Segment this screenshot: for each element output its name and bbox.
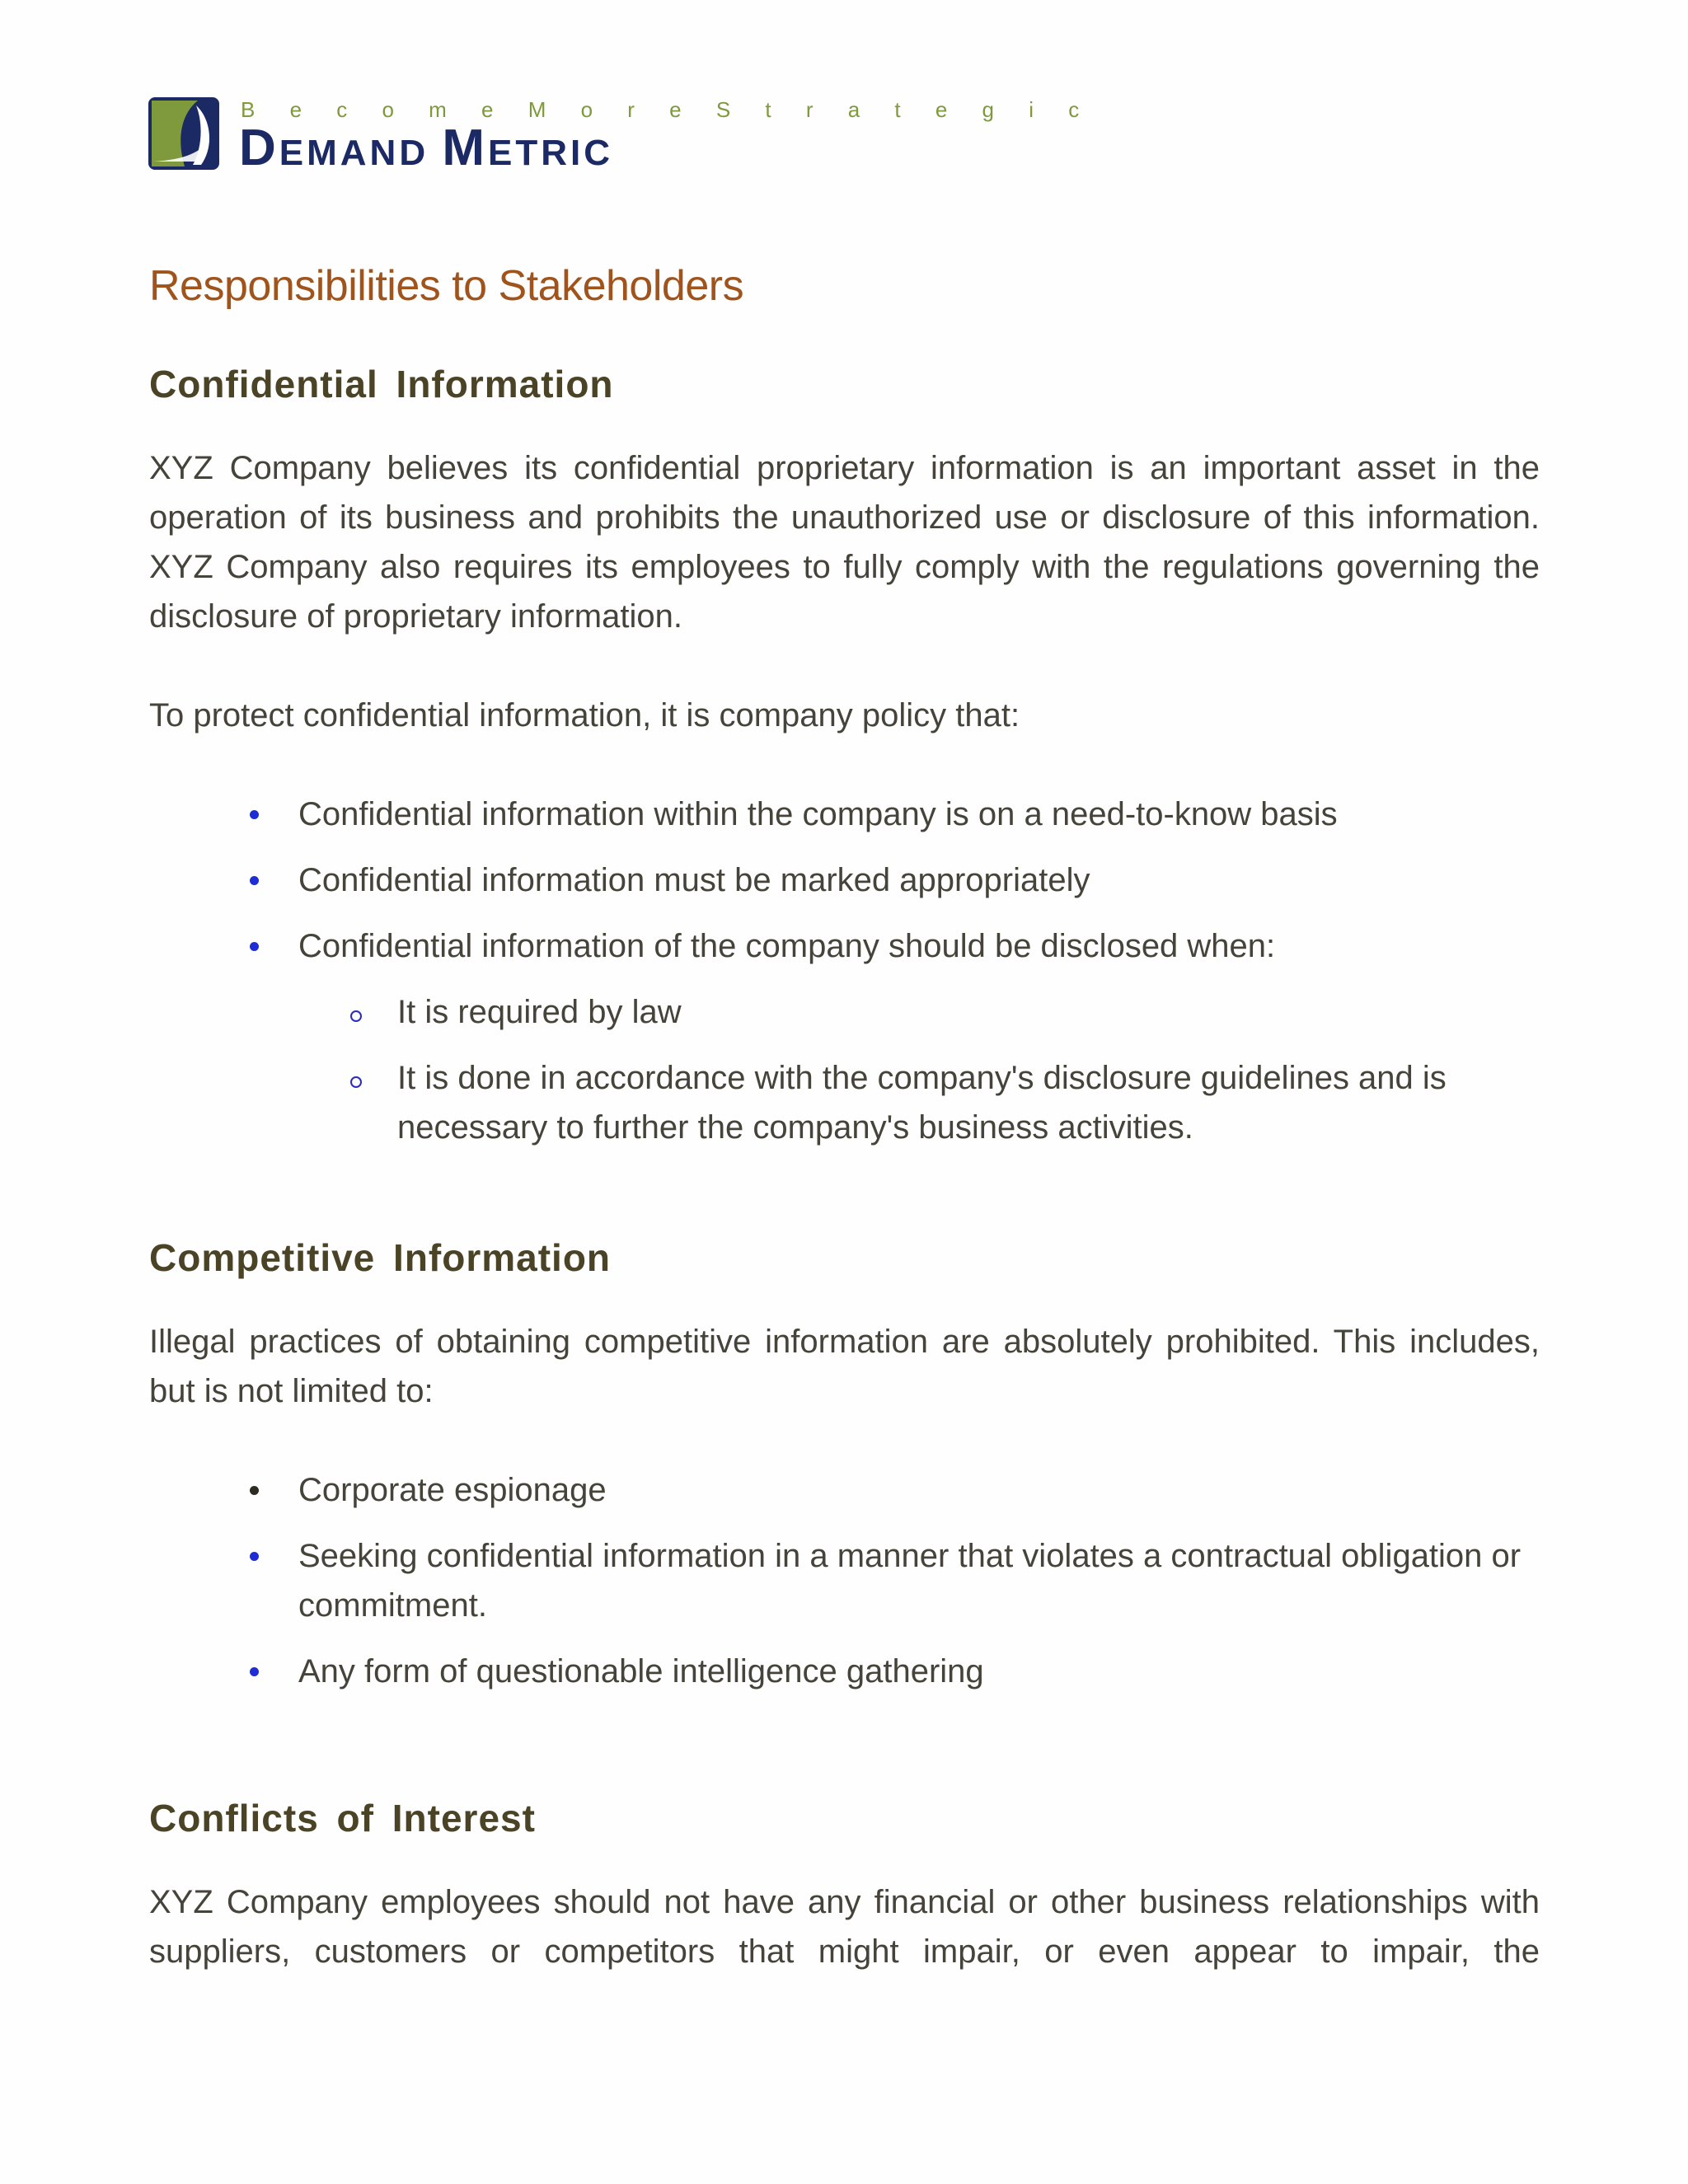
competitive-list	[149, 1465, 1540, 1696]
document-title: Responsibilities to Stakeholders	[149, 262, 744, 310]
confidential-policy-lead: To protect confidential information, it is company policy that:	[149, 697, 1020, 733]
sub-list-item: It is required by law	[149, 987, 1540, 1037]
section-heading-competitive: Competitive Information	[149, 1236, 612, 1279]
list-item: Confidential information within the company is on a need-to-know basis	[149, 790, 1540, 839]
confidential-policy-list	[149, 790, 1540, 1152]
list-item: Confidential information of the company should be disclosed when:	[149, 921, 1540, 971]
demand-metric-logo-icon	[148, 97, 219, 170]
list-item: Any form of questionable intelligence gathering	[149, 1647, 1540, 1696]
bullet-icon	[250, 810, 259, 819]
list-item: Confidential information must be marked appropriately	[149, 855, 1540, 905]
section-heading-confidential: Confidential Information	[149, 363, 614, 405]
hollow-bullet-icon	[350, 1010, 362, 1022]
competitive-intro-paragraph: Illegal practices of obtaining competitive information are absolutely prohibited. This includes, but is not limited to:	[149, 1324, 1540, 1409]
list-item: Seeking confidential information in a manner that violates a contractual obligation or commitment.	[149, 1531, 1540, 1630]
confidential-intro-paragraph: XYZ Company believes its confidential proprietary information is an important asset in the operation of its business and prohibits the unauthorized use or disclosure of this information. XYZ Company also requires its employees to fully comply with the regulations governing the disclosure of proprietary information.	[149, 450, 1540, 635]
section-heading-conflicts: Conflicts of Interest	[149, 1797, 536, 1840]
logo-tagline: B e c o m e M o r e S t r a t e g i c	[241, 97, 1094, 122]
bullet-icon	[250, 1667, 259, 1676]
bullet-icon	[250, 876, 259, 885]
sub-list-item: It is done in accordance with the company's disclosure guidelines and is necessary to further the company's business activities.	[149, 1053, 1540, 1152]
conflicts-intro-paragraph: XYZ Company employees should not have any financial or other business relationships with suppliers, customers or competitors that might impair, or even appear to impair, the	[149, 1884, 1540, 1970]
logo-wordmark: DEMAND METRIC	[239, 120, 613, 176]
bullet-icon	[250, 942, 259, 951]
bullet-icon	[250, 1486, 259, 1495]
document-body	[149, 257, 1540, 1976]
brand-logo	[148, 97, 1094, 176]
bullet-icon	[250, 1552, 259, 1561]
hollow-bullet-icon	[350, 1076, 362, 1088]
list-item: Corporate espionage	[149, 1465, 1540, 1515]
